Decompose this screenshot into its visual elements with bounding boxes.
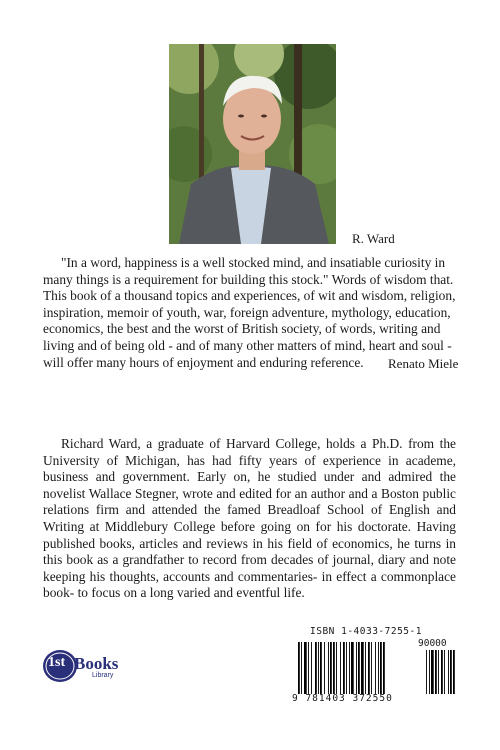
author-photo: [169, 44, 336, 244]
price-code: 90000: [418, 638, 447, 649]
author-bio: Richard Ward, a graduate of Harvard College, holds a Ph.D. from the University of Michigan, has had fifty years of experience in academe, business and government. Early on, he studied under and admired the novelist Wallace Stegner, wrote and edited for an author and a Boston public relations firm and attended the famed Breadloaf School of English and Writing at Middlebury College before going on for his doctorate. Having published books, articles and reviews in his field of economics, he turns in this book as a grandfather to record from decades of journal, diary and note keeping his thoughts, accounts and commentaries- in effect a commonplace book- to focus on a long varied and eventful life.: [43, 436, 456, 601]
publisher-logo-sub: Library: [92, 672, 114, 679]
barcode-digits: 9 781403 372550: [292, 693, 393, 704]
author-portrait-illustration: [169, 44, 336, 244]
quote-attribution: Renato Miele: [388, 356, 459, 371]
isbn-barcode: [298, 642, 463, 694]
isbn-label: ISBN 1-4033-7255-1: [310, 626, 422, 637]
publisher-logo-name: Books: [74, 654, 119, 673]
photo-caption: R. Ward: [352, 231, 395, 246]
endorsement-quote: "In a word, happiness is a well stocked mind, and insatiable curiosity in many things is a requirement for building this stock." Words of wisdom that. This book of a thousand topics and experiences, of wit and wisdom, religion, inspiration, memoir of youth, war, foreign adventure, mythology, education, economics, the best and the worst of British society, of words, writing and living and of being old - and of many other matters of mind, heart and soul - will offer many hours of enjoyment and enduring reference.: [43, 255, 456, 370]
publisher-logo-prefix: 1st: [48, 655, 66, 670]
publisher-logo: [40, 646, 130, 686]
